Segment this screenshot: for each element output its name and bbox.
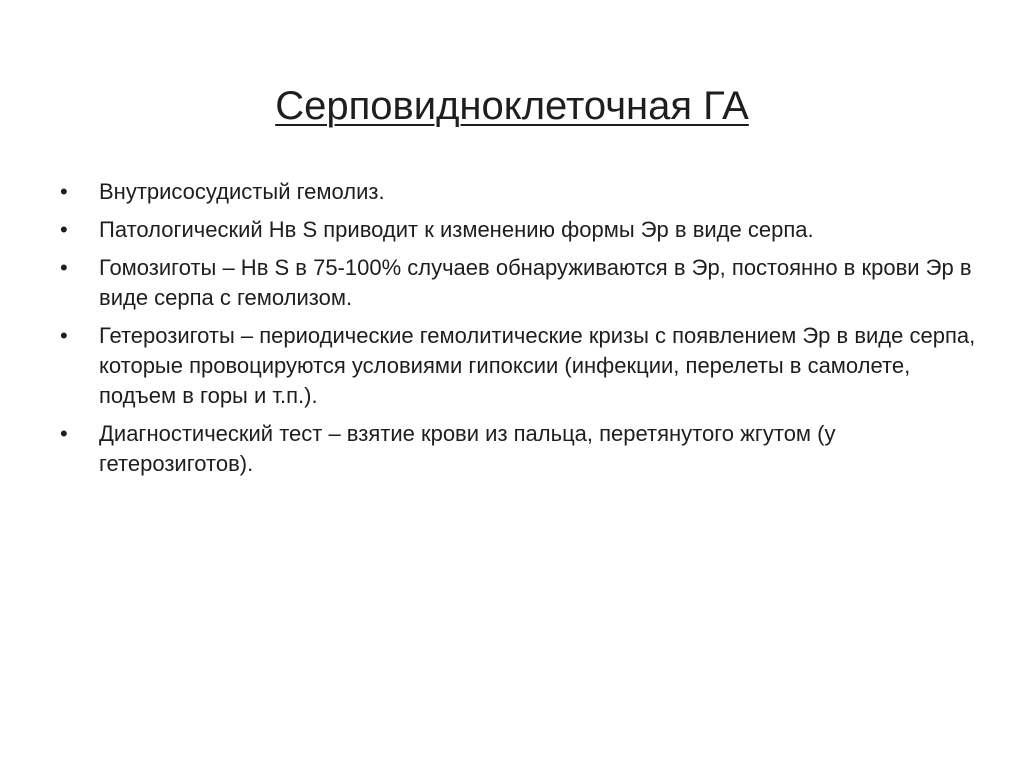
bullet-text: Гетерозиготы – периодические гемолитические кризы с появлением Эр в виде серпа, которые провоцируются условиями гипоксии (инфекции, перелеты в самолете, подъем в горы и т.п.). — [99, 323, 976, 408]
bullet-text: Патологический Нв S приводит к изменению формы Эр в виде серпа. — [99, 217, 814, 242]
bullet-dot-icon: • — [60, 255, 68, 280]
bullet-item — [60, 321, 980, 411]
bullet-dot-icon: • — [60, 323, 68, 348]
bullet-text: Гомозиготы – Нв S в 75-100% случаев обнаруживаются в Эр, постоянно в крови Эр в виде серпа с гемолизом. — [99, 255, 972, 310]
bullet-item — [60, 177, 980, 207]
bullet-item — [60, 419, 980, 479]
bullet-dot-icon: • — [60, 217, 68, 242]
bullet-text: Внутрисосудистый гемолиз. — [99, 179, 385, 204]
bullet-text: Диагностический тест – взятие крови из пальца, перетянутого жгутом (у гетерозиготов). — [99, 421, 836, 476]
bullet-item — [60, 253, 980, 313]
bullet-dot-icon: • — [60, 179, 68, 204]
bullet-list — [60, 177, 980, 487]
bullet-dot-icon: • — [60, 421, 68, 446]
bullet-item — [60, 215, 980, 245]
slide-title: Серповидноклеточная ГА — [275, 84, 749, 128]
